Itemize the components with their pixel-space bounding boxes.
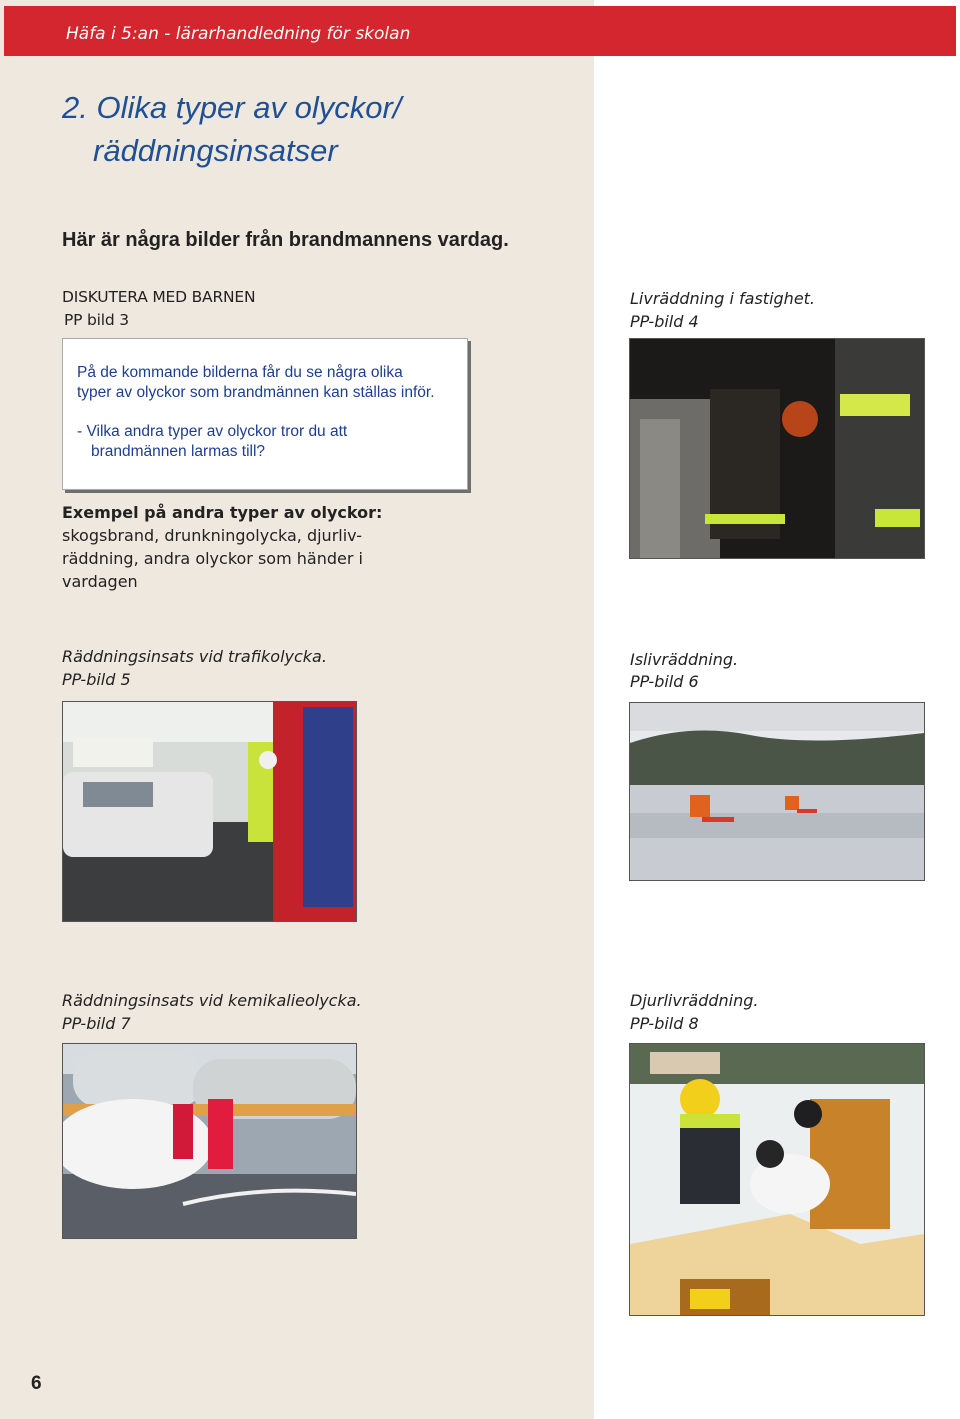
photo8-caption: Djurlivräddning. (630, 991, 759, 1010)
photo-building-rescue (629, 338, 925, 559)
photo6-caption: Islivräddning. (630, 650, 739, 669)
slide3-text-line1: På de kommande bilderna får du se några olika (77, 364, 403, 381)
photo-traffic-accident (62, 701, 357, 922)
photo5-caption: Räddningsinsats vid trafikolycka. (62, 647, 327, 666)
slide3-label: DISKUTERA MED BARNEN (62, 288, 256, 306)
slide3-text-line2: typer av olyckor som brandmännen kan ställas inför. (77, 384, 435, 401)
photo4-ref: PP-bild 4 (630, 312, 699, 331)
photo-chemical-accident (62, 1043, 357, 1239)
chapter-title-line2: räddningsinsatser (93, 133, 338, 168)
intro-text: Här är några bilder från brandmannens vardag. (62, 229, 509, 251)
examples-line3: vardagen (62, 572, 138, 591)
examples-heading: Exempel på andra typer av olyckor: (62, 503, 383, 522)
photo-animal-rescue (629, 1043, 925, 1316)
photo6-ref: PP-bild 6 (630, 672, 699, 691)
photo7-ref: PP-bild 7 (62, 1014, 131, 1033)
slide3-question-line1: - Vilka andra typer av olyckor tror du att (77, 423, 348, 440)
page-number: 6 (31, 1373, 42, 1394)
header-title: Häfa i 5:an - lärarhandledning för skolan (66, 24, 411, 44)
chapter-title-line1: 2. Olika typer av olyckor/ (62, 90, 402, 125)
photo8-ref: PP-bild 8 (630, 1014, 699, 1033)
header-bar (4, 6, 956, 56)
examples-line2: räddning, andra olyckor som händer i (62, 549, 363, 568)
examples-block (62, 501, 382, 593)
photo7-caption: Räddningsinsats vid kemikalieolycka. (62, 991, 362, 1010)
photo-ice-rescue (629, 702, 925, 881)
slide3-ref: PP bild 3 (64, 311, 129, 329)
photo4-caption: Livräddning i fastighet. (630, 289, 816, 308)
examples-line1: skogsbrand, drunkningolycka, djurliv- (62, 526, 362, 545)
slide3-box (62, 338, 468, 490)
photo5-ref: PP-bild 5 (62, 670, 131, 689)
slide3-question-line2: brandmännen larmas till? (91, 443, 266, 460)
chapter-title (62, 86, 401, 172)
